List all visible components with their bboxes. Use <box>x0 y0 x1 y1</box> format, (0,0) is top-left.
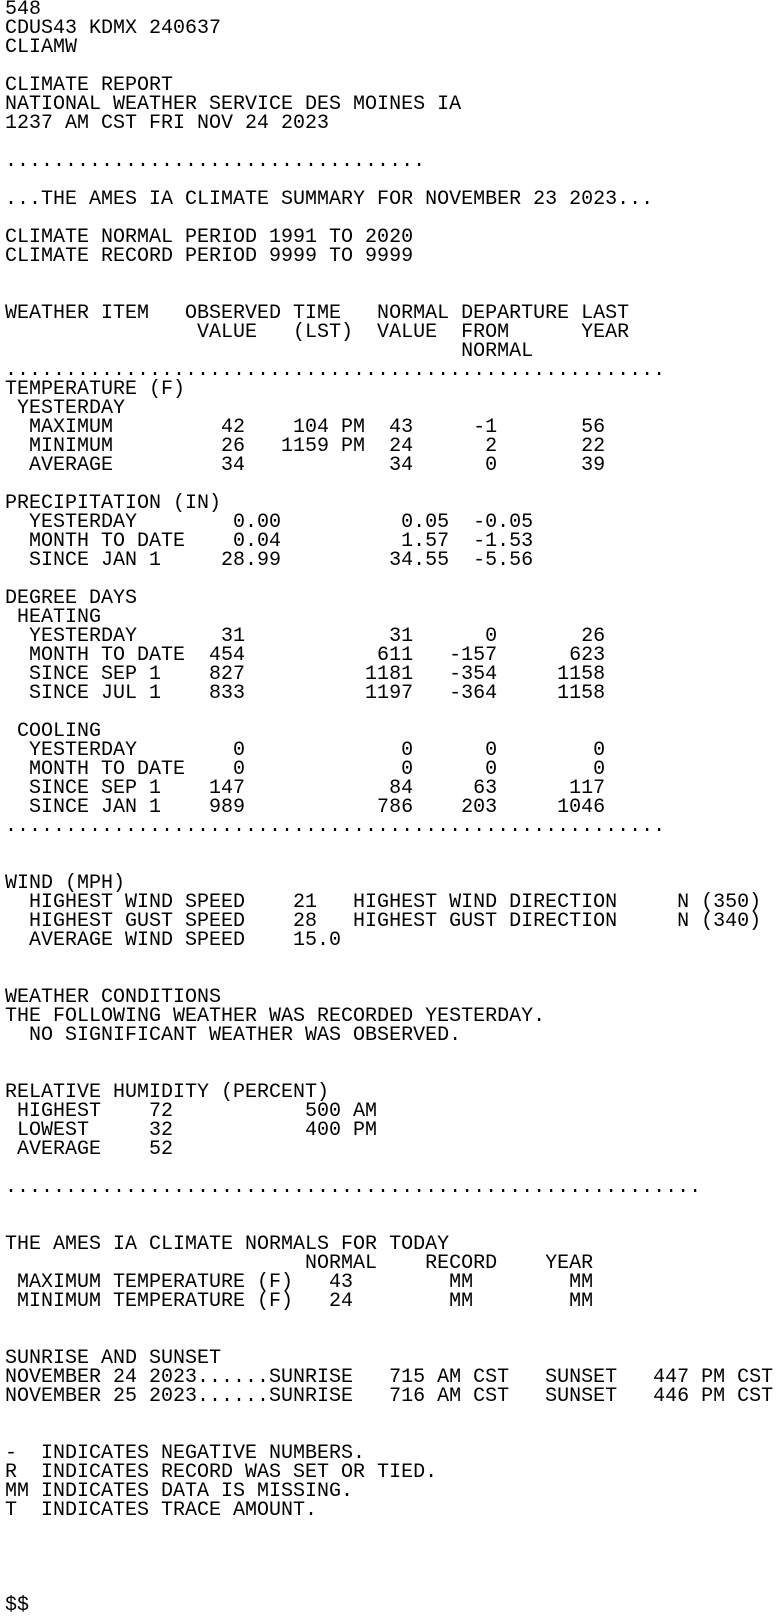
report-line <box>5 1539 778 1558</box>
report-line: MONTH TO DATE 0 0 0 0 <box>5 758 606 781</box>
report-line: CLIMATE REPORT <box>5 74 174 97</box>
report-line: HIGHEST WIND SPEED 21 HIGHEST WIND DIRECTION N (350) <box>5 891 762 914</box>
report-line: MAXIMUM 42 104 PM 43 -1 56 <box>5 416 606 439</box>
report-line <box>5 1406 778 1425</box>
report-line: MINIMUM TEMPERATURE (F) 24 MM MM <box>5 1290 594 1313</box>
report-line: HIGHEST 72 500 AM <box>5 1100 378 1123</box>
report-line: SINCE SEP 1 147 84 63 117 <box>5 777 606 800</box>
report-line: YESTERDAY 31 31 0 26 <box>5 625 606 648</box>
report-line: NOVEMBER 25 2023......SUNRISE 716 AM CST SUNSET 446 PM CST <box>5 1385 774 1408</box>
report-line: AVERAGE 52 <box>5 1138 174 1161</box>
report-line: LOWEST 32 400 PM <box>5 1119 378 1142</box>
report-line <box>5 1520 778 1539</box>
report-line: CLIMATE NORMAL PERIOD 1991 TO 2020 <box>5 226 414 249</box>
report-line: HIGHEST GUST SPEED 28 HIGHEST GUST DIRECTION N (340) <box>5 910 762 933</box>
report-line: SUNRISE AND SUNSET <box>5 1347 222 1370</box>
report-line <box>5 1045 778 1064</box>
report-line: AVERAGE WIND SPEED 15.0 <box>5 929 342 952</box>
report-line: ....................................................... <box>5 359 666 382</box>
report-line: MINIMUM 26 1159 PM 24 2 22 <box>5 435 606 458</box>
report-line: NORMAL <box>5 340 534 363</box>
report-line: ...THE AMES IA CLIMATE SUMMARY FOR NOVEMBER 23 2023... <box>5 188 654 211</box>
report-line: - INDICATES NEGATIVE NUMBERS. <box>5 1442 366 1465</box>
report-line <box>5 1197 778 1216</box>
report-line: YESTERDAY 0 0 0 0 <box>5 739 606 762</box>
report-line: R INDICATES RECORD WAS SET OR TIED. <box>5 1461 438 1484</box>
report-line: THE AMES IA CLIMATE NORMALS FOR TODAY <box>5 1233 450 1256</box>
report-line <box>5 1311 778 1330</box>
report-line: SINCE JUL 1 833 1197 -364 1158 <box>5 682 606 705</box>
report-line: CDUS43 KDMX 240637 <box>5 17 222 40</box>
report-line <box>5 950 778 969</box>
report-line: ....................................................... <box>5 815 666 838</box>
report-line: PRECIPITATION (IN) <box>5 492 222 515</box>
report-line: RELATIVE HUMIDITY (PERCENT) <box>5 1081 330 1104</box>
report-line: MONTH TO DATE 454 611 -157 623 <box>5 644 606 667</box>
report-line: SINCE JAN 1 28.99 34.55 -5.56 <box>5 549 534 572</box>
report-line: DEGREE DAYS <box>5 587 138 610</box>
report-line: MM INDICATES DATA IS MISSING. <box>5 1480 354 1503</box>
report-line: ................................... <box>5 150 426 173</box>
report-line: HEATING <box>5 606 102 629</box>
report-line <box>5 703 778 722</box>
report-line: WEATHER ITEM OBSERVED TIME NORMAL DEPARTURE LAST <box>5 302 630 325</box>
report-line: .......................................................... <box>5 1176 702 1199</box>
report-line: 1237 AM CST FRI NOV 24 2023 <box>5 112 330 135</box>
report-line: VALUE (LST) VALUE FROM YEAR <box>5 321 630 344</box>
report-line: SINCE JAN 1 989 786 203 1046 <box>5 796 606 819</box>
report-line <box>5 1558 778 1577</box>
report-line: TEMPERATURE (F) <box>5 378 186 401</box>
report-line: 548 <box>5 0 42 21</box>
report-line: NOVEMBER 24 2023......SUNRISE 715 AM CST SUNSET 447 PM CST <box>5 1366 774 1389</box>
report-line: NATIONAL WEATHER SERVICE DES MOINES IA <box>5 93 462 116</box>
report-line: T INDICATES TRACE AMOUNT. <box>5 1499 318 1522</box>
report-line: WIND (MPH) <box>5 872 126 895</box>
report-line: NO SIGNIFICANT WEATHER WAS OBSERVED. <box>5 1024 462 1047</box>
report-line: YESTERDAY <box>5 397 126 420</box>
report-line: WEATHER CONDITIONS <box>5 986 222 1009</box>
report-line <box>5 266 778 285</box>
report-line: YESTERDAY 0.00 0.05 -0.05 <box>5 511 534 534</box>
report-line: MAXIMUM TEMPERATURE (F) 43 MM MM <box>5 1271 594 1294</box>
report-line: AVERAGE 34 34 0 39 <box>5 454 606 477</box>
report-line <box>5 1577 778 1596</box>
report-line: THE FOLLOWING WEATHER WAS RECORDED YESTERDAY. <box>5 1005 546 1028</box>
report-line: $$ <box>5 1594 30 1617</box>
report-line: CLIMATE RECORD PERIOD 9999 TO 9999 <box>5 245 414 268</box>
report-line <box>5 836 778 855</box>
report-line: NORMAL RECORD YEAR <box>5 1252 594 1275</box>
report-line: CLIAMW <box>5 36 78 59</box>
report-line: COOLING <box>5 720 102 743</box>
report-line: SINCE SEP 1 827 1181 -354 1158 <box>5 663 606 686</box>
report-line: MONTH TO DATE 0.04 1.57 -1.53 <box>5 530 534 553</box>
